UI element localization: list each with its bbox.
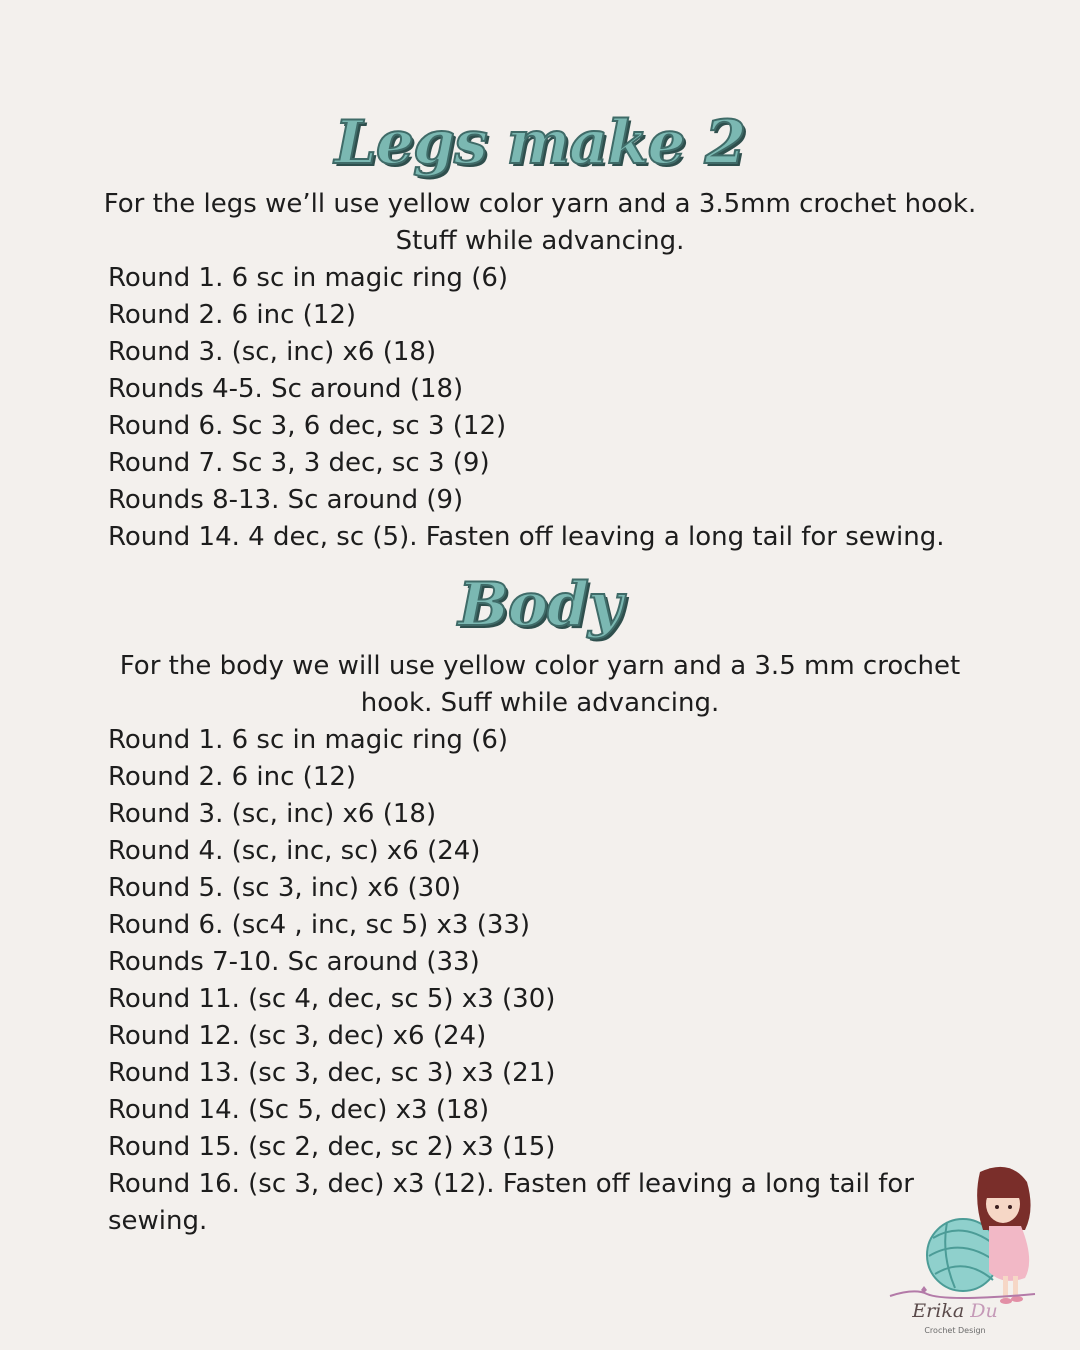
legs-rounds-list	[108, 260, 958, 556]
pattern-round-item: Round 1. 6 sc in magic ring (6)	[108, 725, 509, 755]
pattern-round-item: Round 6. Sc 3, 6 dec, sc 3 (12)	[108, 411, 507, 441]
pattern-round-item: Round 11. (sc 4, dec, sc 5) x3 (30)	[108, 984, 556, 1014]
pattern-round-item: Round 13. (sc 3, dec, sc 3) x3 (21)	[108, 1058, 556, 1088]
pattern-round-item: Round 5. (sc 3, inc) x6 (30)	[108, 873, 461, 903]
logo-subtitle: Crochet Design	[924, 1326, 986, 1335]
pattern-round-item: Round 12. (sc 3, dec) x6 (24)	[108, 1021, 487, 1051]
pattern-round-item: Round 2. 6 inc (12)	[108, 300, 357, 330]
legs-title: Legs make 2	[334, 108, 746, 178]
logo-name: Erika Du	[912, 1300, 998, 1322]
pattern-round-item: Rounds 7-10. Sc around (33)	[108, 947, 480, 977]
body-rounds-list	[108, 722, 958, 1240]
pattern-round-item: Round 14. 4 dec, sc (5). Fasten off leaving a long tail for sewing.	[108, 522, 945, 552]
pattern-round-item: Rounds 4-5. Sc around (18)	[108, 374, 464, 404]
pattern-round-item: Round 7. Sc 3, 3 dec, sc 3 (9)	[108, 448, 490, 478]
pattern-round-item: Round 16. (sc 3, dec) x3 (12). Fasten off leaving a long tail for sewing.	[108, 1169, 914, 1236]
pattern-round-item: Round 2. 6 inc (12)	[108, 762, 357, 792]
pattern-round-item: Round 6. (sc4 , inc, sc 5) x3 (33)	[108, 910, 531, 940]
pattern-round-item: Round 14. (Sc 5, dec) x3 (18)	[108, 1095, 490, 1125]
pattern-round-item: Round 3. (sc, inc) x6 (18)	[108, 799, 437, 829]
pattern-round-item: Round 15. (sc 2, dec, sc 2) x3 (15)	[108, 1132, 556, 1162]
pattern-round-item: Rounds 8-13. Sc around (9)	[108, 485, 464, 515]
pattern-round-item: Round 3. (sc, inc) x6 (18)	[108, 337, 437, 367]
body-title: Body	[458, 570, 622, 640]
pattern-round-item: Round 1. 6 sc in magic ring (6)	[108, 263, 509, 293]
pattern-round-item: Round 4. (sc, inc, sc) x6 (24)	[108, 836, 481, 866]
legs-intro: For the legs we’ll use yellow color yarn and a 3.5mm crochet hook. Stuff while advancing.	[103, 189, 977, 256]
body-intro: For the body we will use yellow color yarn and a 3.5 mm crochet hook. Suff while advancing.	[119, 651, 961, 718]
